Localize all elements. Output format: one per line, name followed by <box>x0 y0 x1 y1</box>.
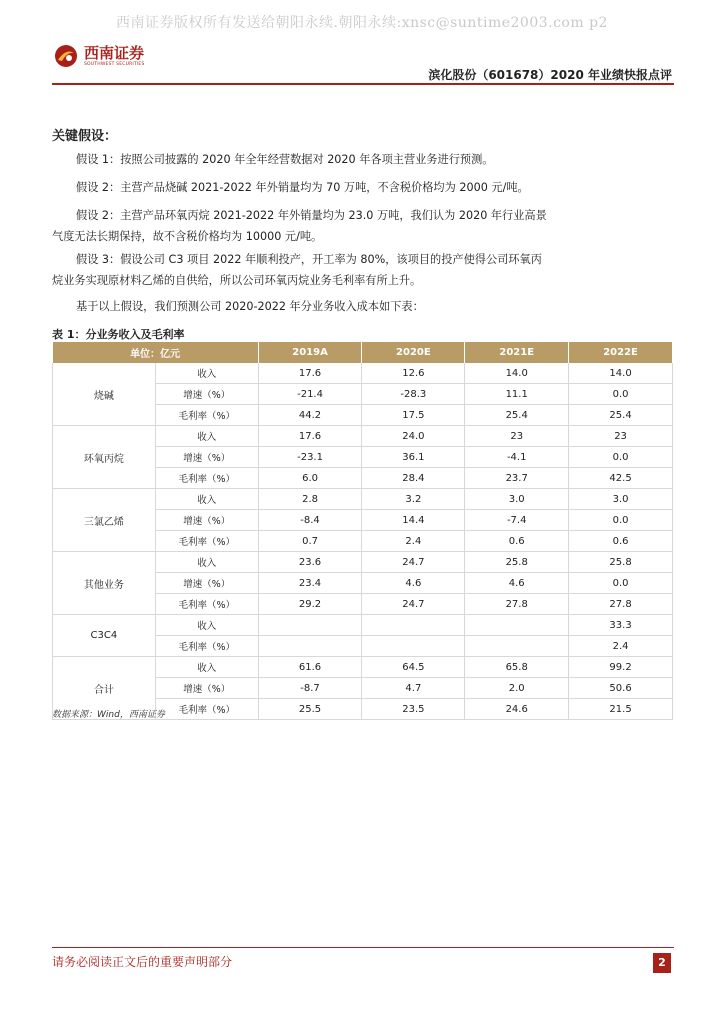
table-cell: 25.8 <box>569 552 673 573</box>
table-cell: 3.0 <box>569 489 673 510</box>
table-body <box>53 363 673 720</box>
table-caption: 表 1：分业务收入及毛利率 <box>52 328 185 341</box>
metric-label: 收入 <box>155 615 258 636</box>
table-cell: 25.5 <box>258 699 362 720</box>
table-cell: 42.5 <box>569 468 673 489</box>
metric-label: 增速（%） <box>155 678 258 699</box>
table-row <box>53 363 673 384</box>
table-cell <box>465 615 569 636</box>
page-number: 2 <box>653 953 671 973</box>
section-title: 关键假设： <box>52 129 118 144</box>
segment-name: 其他业务 <box>53 552 156 615</box>
metric-label: 毛利率（%） <box>155 468 258 489</box>
table-cell: 21.5 <box>569 699 673 720</box>
table-cell: 29.2 <box>258 594 362 615</box>
table-cell: 99.2 <box>569 657 673 678</box>
metric-label: 收入 <box>155 489 258 510</box>
table-cell: 24.6 <box>465 699 569 720</box>
table-cell: 2.4 <box>569 636 673 657</box>
table-cell: -23.1 <box>258 447 362 468</box>
header-year: 2019A <box>258 342 362 363</box>
table-cell: 25.4 <box>569 405 673 426</box>
table-row <box>53 615 673 636</box>
table-cell: -7.4 <box>465 510 569 531</box>
watermark: 西南证券版权所有发送给朝阳永续.朝阳永续:xnsc@suntime2003.com p2 <box>116 15 608 31</box>
header-unit: 单位：亿元 <box>53 342 259 363</box>
table-cell: 65.8 <box>465 657 569 678</box>
metric-label: 增速（%） <box>155 510 258 531</box>
table-cell: 25.4 <box>465 405 569 426</box>
table-cell: 27.8 <box>465 594 569 615</box>
metric-label: 收入 <box>155 426 258 447</box>
table-row <box>53 489 673 510</box>
table-cell: 17.6 <box>258 363 362 384</box>
table-cell: 28.4 <box>362 468 465 489</box>
table-cell: -21.4 <box>258 384 362 405</box>
table-cell: 64.5 <box>362 657 465 678</box>
table-row <box>53 552 673 573</box>
assumption-3: 假设 2：主营产品环氧丙烷 2021-2022 年外销量均为 23.0 万吨，我们认为 2020 年行业高景气度无法长期保持，故不含税价格均为 10000 元/吨。 <box>52 209 547 243</box>
table-cell: 4.6 <box>362 573 465 594</box>
segment-name: 烧碱 <box>53 363 156 426</box>
table-cell <box>465 636 569 657</box>
table-cell: 14.0 <box>569 363 673 384</box>
table-cell: 0.6 <box>465 531 569 552</box>
table-cell: 4.7 <box>362 678 465 699</box>
header-year: 2022E <box>569 342 673 363</box>
table-cell: 24.0 <box>362 426 465 447</box>
assumption-2: 假设 2：主营产品烧碱 2021-2022 年外销量均为 70 万吨，不含税价格均为 2000 元/吨。 <box>76 181 529 194</box>
table-cell: 23.5 <box>362 699 465 720</box>
table-cell: 23.6 <box>258 552 362 573</box>
logo-name-cn: 西南证券 <box>84 44 145 62</box>
assumption-summary: 基于以上假设，我们预测公司 2020-2022 年分业务收入成本如下表： <box>76 300 424 313</box>
table-header-row <box>53 342 673 363</box>
report-title: 滨化股份（601678）2020 年业绩快报点评 <box>428 68 672 82</box>
disclaimer: 请务必阅读正文后的重要声明部分 <box>52 955 233 969</box>
brand-logo <box>54 44 145 68</box>
data-source: 数据来源：Wind，西南证券 <box>52 710 165 720</box>
segment-name: 环氧丙烷 <box>53 426 156 489</box>
table-cell: 17.5 <box>362 405 465 426</box>
table-cell <box>362 636 465 657</box>
table-cell: 50.6 <box>569 678 673 699</box>
table-cell: 14.0 <box>465 363 569 384</box>
table-cell: -4.1 <box>465 447 569 468</box>
metric-label: 增速（%） <box>155 447 258 468</box>
table-row <box>53 657 673 678</box>
table-cell: 2.8 <box>258 489 362 510</box>
metric-label: 毛利率（%） <box>155 699 258 720</box>
table-cell <box>362 615 465 636</box>
table-cell: 11.1 <box>465 384 569 405</box>
table-cell: 44.2 <box>258 405 362 426</box>
table-cell: 24.7 <box>362 552 465 573</box>
table-cell: 27.8 <box>569 594 673 615</box>
table-cell: 0.0 <box>569 573 673 594</box>
table-cell: 33.3 <box>569 615 673 636</box>
table-cell: 12.6 <box>362 363 465 384</box>
metric-label: 毛利率（%） <box>155 594 258 615</box>
table-cell: 2.0 <box>465 678 569 699</box>
table-cell: 0.0 <box>569 510 673 531</box>
table-cell: 17.6 <box>258 426 362 447</box>
header-year: 2020E <box>362 342 465 363</box>
segment-revenue-table <box>52 342 673 720</box>
table-cell: 0.0 <box>569 384 673 405</box>
metric-label: 收入 <box>155 657 258 678</box>
table-cell <box>258 636 362 657</box>
table-cell: 24.7 <box>362 594 465 615</box>
footer-divider <box>52 947 674 948</box>
assumption-4: 假设 3：假设公司 C3 项目 2022 年顺利投产，开工率为 80%，该项目的投产使得公司环氧丙烷业务实现原材料乙烯的自供给，所以公司环氧丙烷业务毛利率有所上升。 <box>52 253 542 287</box>
assumption-1: 假设 1：按照公司披露的 2020 年全年经营数据对 2020 年各项主营业务进行预测。 <box>76 153 494 166</box>
segment-name: 三氯乙烯 <box>53 489 156 552</box>
metric-label: 增速（%） <box>155 384 258 405</box>
table-cell: 0.0 <box>569 447 673 468</box>
table-cell: 3.2 <box>362 489 465 510</box>
table-row <box>53 426 673 447</box>
table-cell: 23 <box>569 426 673 447</box>
metric-label: 毛利率（%） <box>155 405 258 426</box>
table-cell: -28.3 <box>362 384 465 405</box>
table-cell: 2.4 <box>362 531 465 552</box>
table-cell: 4.6 <box>465 573 569 594</box>
metric-label: 收入 <box>155 552 258 573</box>
metric-label: 毛利率（%） <box>155 636 258 657</box>
segment-name: C3C4 <box>53 615 156 657</box>
logo-name-en: SOUTHWEST SECURITIES <box>84 62 145 67</box>
table-cell: -8.4 <box>258 510 362 531</box>
table-cell: 61.6 <box>258 657 362 678</box>
table-cell: 3.0 <box>465 489 569 510</box>
segment-name: 合计 <box>53 657 156 720</box>
metric-label: 增速（%） <box>155 573 258 594</box>
table-cell: 23 <box>465 426 569 447</box>
table-cell: -8.7 <box>258 678 362 699</box>
table-cell: 36.1 <box>362 447 465 468</box>
logo-icon <box>54 44 78 68</box>
table-cell: 6.0 <box>258 468 362 489</box>
table-cell: 25.8 <box>465 552 569 573</box>
table-cell: 23.4 <box>258 573 362 594</box>
header-year: 2021E <box>465 342 569 363</box>
metric-label: 毛利率（%） <box>155 531 258 552</box>
table-cell: 0.7 <box>258 531 362 552</box>
header-divider <box>52 83 674 85</box>
table-cell: 23.7 <box>465 468 569 489</box>
table-cell <box>258 615 362 636</box>
metric-label: 收入 <box>155 363 258 384</box>
table-cell: 0.6 <box>569 531 673 552</box>
table-cell: 14.4 <box>362 510 465 531</box>
